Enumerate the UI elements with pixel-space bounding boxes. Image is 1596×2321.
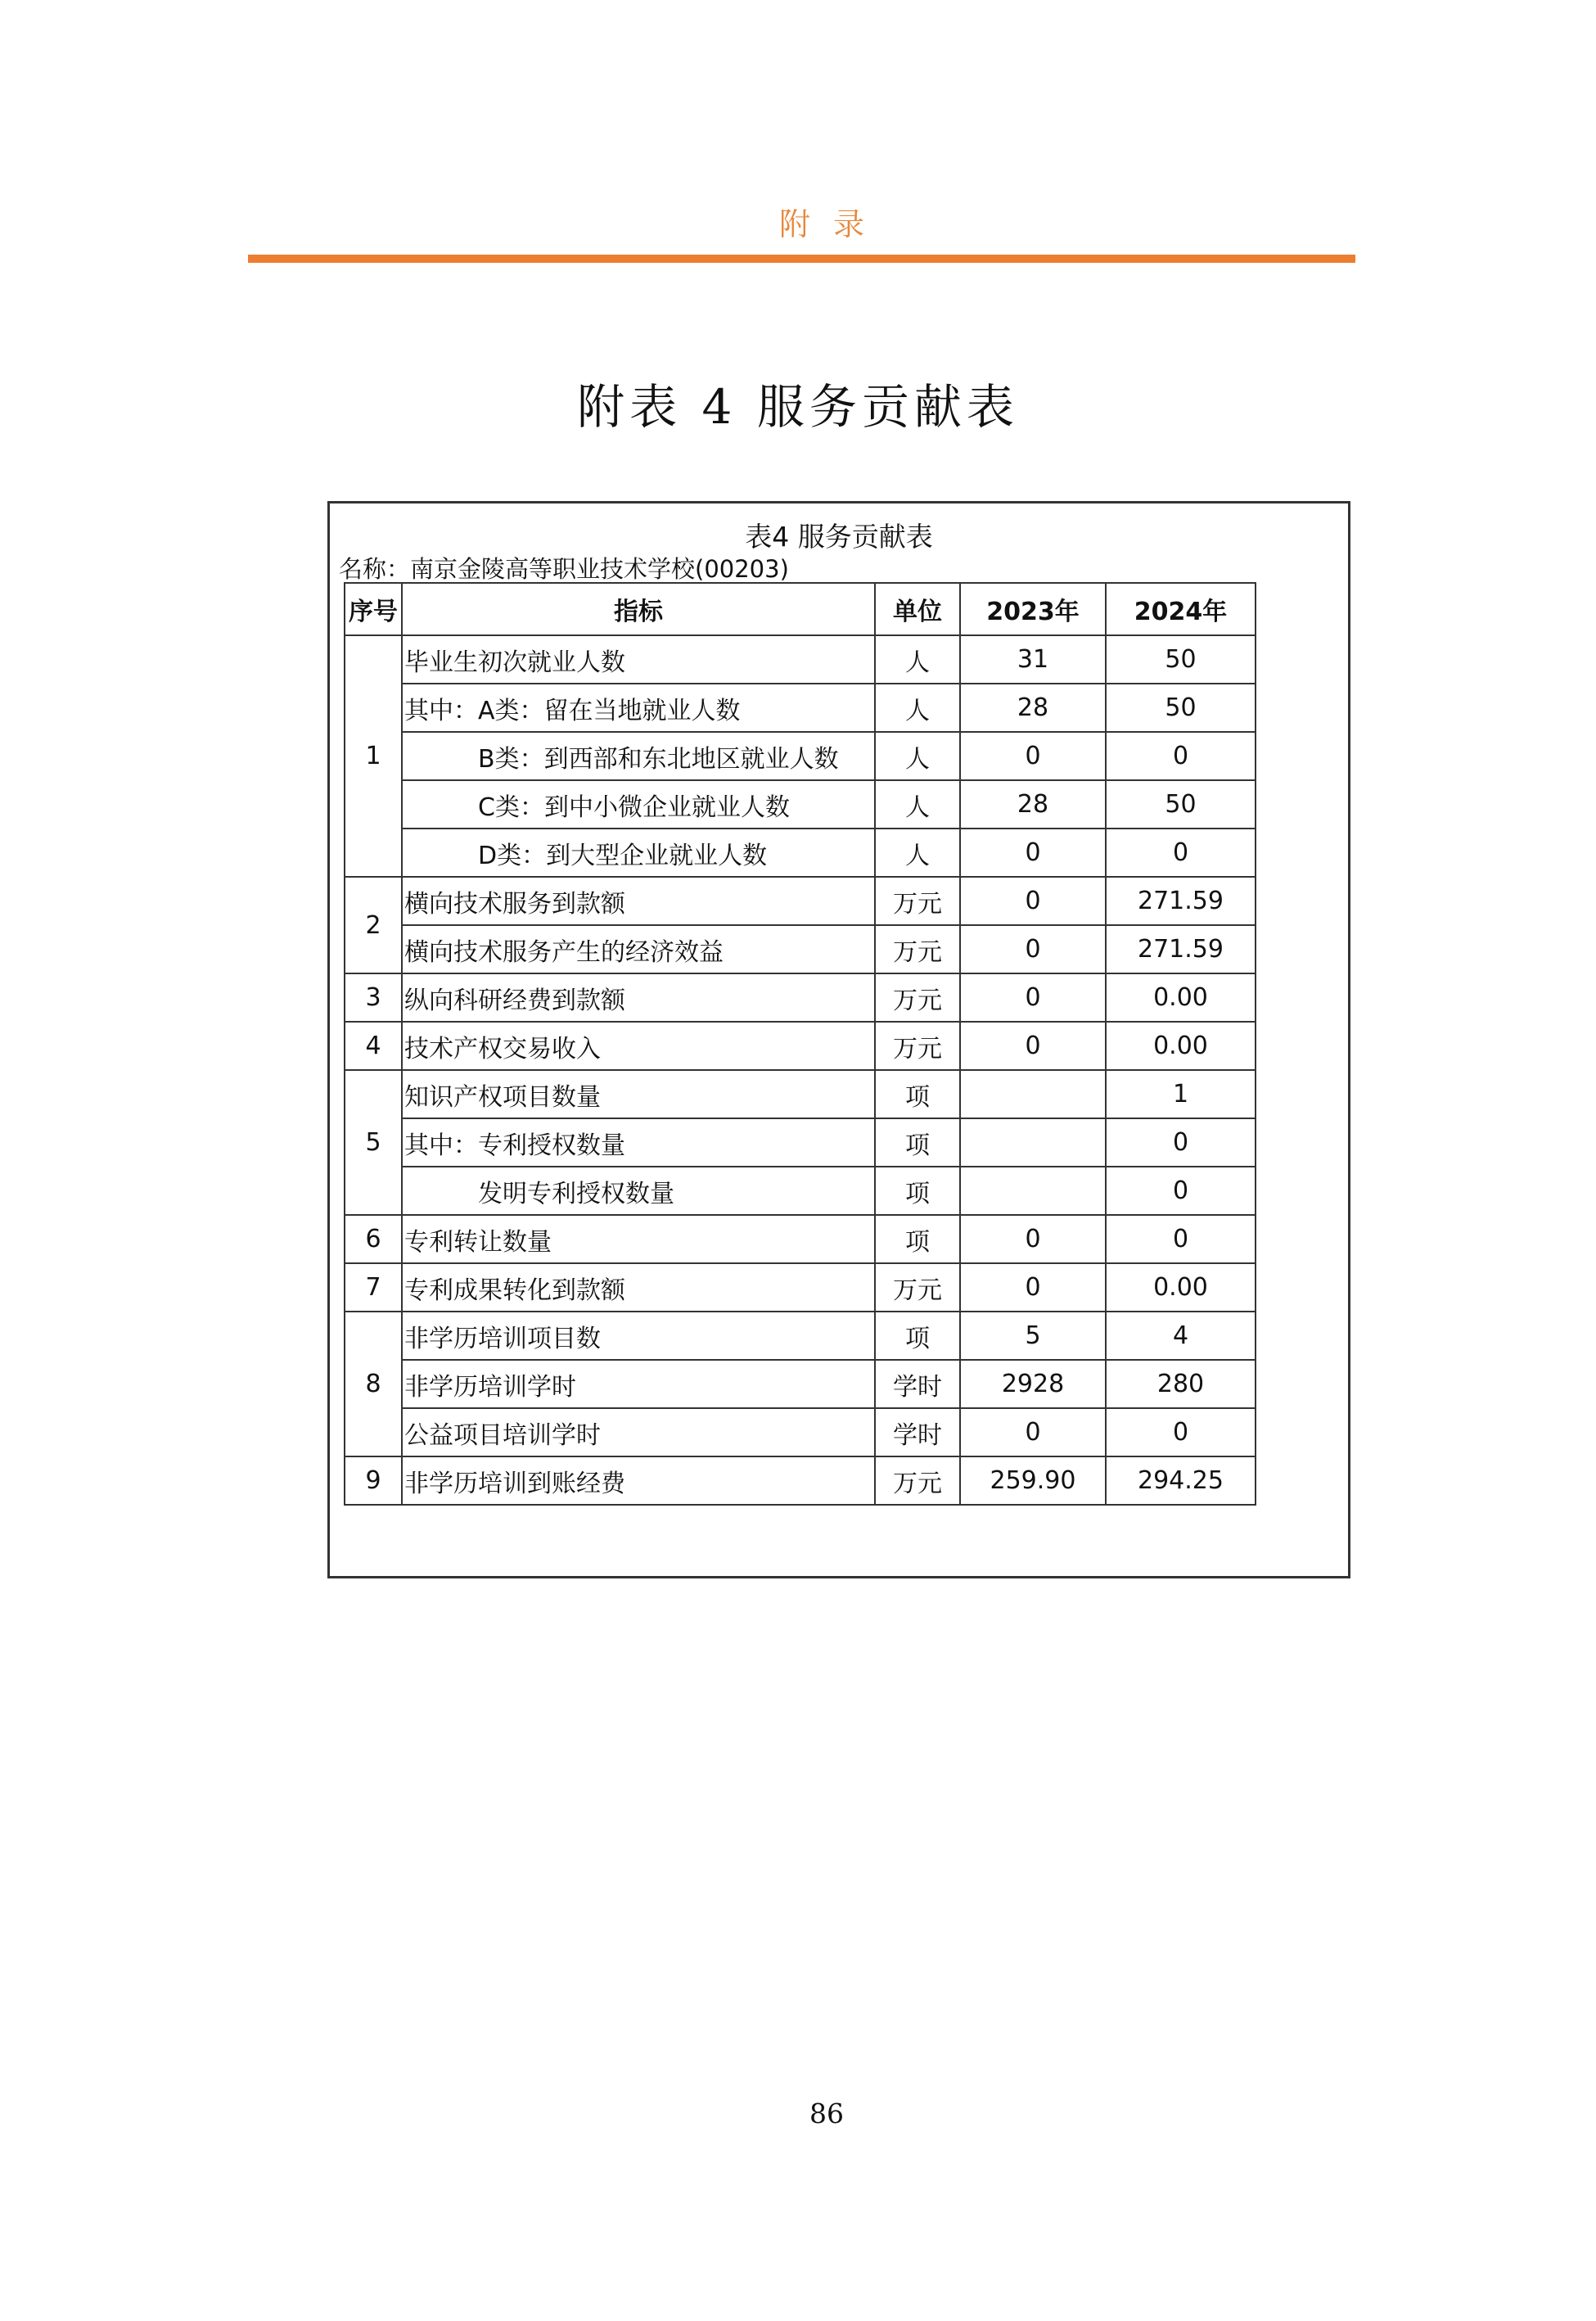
row-indicator: 横向技术服务产生的经济效益: [402, 925, 875, 973]
row-indicator: 其中：专利授权数量: [402, 1118, 875, 1167]
table-row: [345, 973, 1256, 1022]
row-value-2024: 0.00: [1106, 973, 1256, 1022]
row-value-2023: 259.90: [960, 1456, 1106, 1505]
row-unit: 学时: [875, 1408, 960, 1456]
row-seq: 3: [345, 973, 402, 1022]
table-row: [345, 877, 1256, 925]
row-indicator: 技术产权交易收入: [402, 1022, 875, 1070]
row-unit: 人: [875, 732, 960, 780]
row-value-2024: 0: [1106, 1408, 1256, 1456]
row-value-2023: 0: [960, 1022, 1106, 1070]
table-row: [345, 1312, 1256, 1360]
table-caption: 表4 服务贡献表: [745, 521, 933, 553]
section-label: 附 录: [778, 206, 872, 242]
row-unit: 人: [875, 829, 960, 877]
row-value-2024: 1: [1106, 1070, 1256, 1118]
row-unit: 项: [875, 1312, 960, 1360]
table-row: [345, 1167, 1256, 1215]
row-unit: 项: [875, 1215, 960, 1263]
row-unit: 万元: [875, 973, 960, 1022]
table-row: [345, 1022, 1256, 1070]
table-row: [345, 1263, 1256, 1312]
row-value-2024: 271.59: [1106, 925, 1256, 973]
row-unit: 学时: [875, 1360, 960, 1408]
table-row: [345, 635, 1256, 684]
row-value-2023: [960, 1167, 1106, 1215]
table-row: [345, 925, 1256, 973]
row-value-2023: 0: [960, 1263, 1106, 1312]
row-unit: 项: [875, 1070, 960, 1118]
row-value-2023: 2928: [960, 1360, 1106, 1408]
table-row: [345, 829, 1256, 877]
table-row: [345, 732, 1256, 780]
table-body: [345, 635, 1256, 1505]
row-seq: 4: [345, 1022, 402, 1070]
row-value-2023: 5: [960, 1312, 1106, 1360]
row-value-2024: 4: [1106, 1312, 1256, 1360]
row-indicator: 非学历培训到账经费: [402, 1456, 875, 1505]
row-seq: 7: [345, 1263, 402, 1312]
row-value-2024: 50: [1106, 684, 1256, 732]
row-indicator: D类：到大型企业就业人数: [402, 829, 875, 877]
row-indicator: 毕业生初次就业人数: [402, 635, 875, 684]
table-row: [345, 1360, 1256, 1408]
row-indicator: 公益项目培训学时: [402, 1408, 875, 1456]
row-value-2024: 0: [1106, 1118, 1256, 1167]
row-value-2023: 28: [960, 780, 1106, 829]
header-seq: 序号: [345, 583, 402, 635]
row-value-2023: [960, 1070, 1106, 1118]
row-indicator: 非学历培训学时: [402, 1360, 875, 1408]
row-value-2023: 0: [960, 1215, 1106, 1263]
row-value-2023: 0: [960, 829, 1106, 877]
row-indicator: 专利成果转化到款额: [402, 1263, 875, 1312]
row-unit: 人: [875, 684, 960, 732]
row-seq: 6: [345, 1215, 402, 1263]
header-divider: [248, 255, 1355, 263]
row-seq: 8: [345, 1312, 402, 1456]
row-unit: 人: [875, 635, 960, 684]
header-unit: 单位: [875, 583, 960, 635]
row-indicator: C类：到中小微企业就业人数: [402, 780, 875, 829]
row-value-2023: 28: [960, 684, 1106, 732]
row-unit: 万元: [875, 1022, 960, 1070]
row-value-2023: 0: [960, 1408, 1106, 1456]
row-value-2024: 0.00: [1106, 1022, 1256, 1070]
table-row: [345, 684, 1256, 732]
row-value-2024: 50: [1106, 635, 1256, 684]
service-contribution-table: [344, 582, 1256, 1506]
row-indicator: 其中：A类：留在当地就业人数: [402, 684, 875, 732]
row-seq: 9: [345, 1456, 402, 1505]
row-value-2024: 0: [1106, 732, 1256, 780]
row-value-2024: 280: [1106, 1360, 1256, 1408]
row-value-2024: 50: [1106, 780, 1256, 829]
table-row: [345, 1456, 1256, 1505]
row-value-2024: 0: [1106, 829, 1256, 877]
row-value-2024: 0: [1106, 1215, 1256, 1263]
row-unit: 项: [875, 1118, 960, 1167]
header-2024: 2024年: [1106, 583, 1256, 635]
row-indicator: B类：到西部和东北地区就业人数: [402, 732, 875, 780]
row-indicator: 知识产权项目数量: [402, 1070, 875, 1118]
page-title: 附表 4 服务贡献表: [577, 379, 1019, 435]
table-row: [345, 1215, 1256, 1263]
organization-line: 名称：南京金陵高等职业技术学校(00203): [339, 555, 789, 583]
row-value-2024: 0: [1106, 1167, 1256, 1215]
row-unit: 万元: [875, 1456, 960, 1505]
row-value-2024: 294.25: [1106, 1456, 1256, 1505]
row-value-2024: 271.59: [1106, 877, 1256, 925]
header-2023: 2023年: [960, 583, 1106, 635]
row-seq: 1: [345, 635, 402, 877]
row-unit: 万元: [875, 1263, 960, 1312]
row-value-2023: 0: [960, 732, 1106, 780]
row-indicator: 非学历培训项目数: [402, 1312, 875, 1360]
table-row: [345, 1118, 1256, 1167]
row-indicator: 专利转让数量: [402, 1215, 875, 1263]
table-header-row: [345, 583, 1256, 635]
row-unit: 项: [875, 1167, 960, 1215]
row-unit: 万元: [875, 925, 960, 973]
row-value-2023: [960, 1118, 1106, 1167]
row-value-2023: 0: [960, 877, 1106, 925]
row-indicator: 纵向科研经费到款额: [402, 973, 875, 1022]
table-row: [345, 780, 1256, 829]
row-seq: 2: [345, 877, 402, 973]
row-value-2023: 0: [960, 973, 1106, 1022]
row-value-2023: 31: [960, 635, 1106, 684]
row-indicator: 发明专利授权数量: [402, 1167, 875, 1215]
table-row: [345, 1408, 1256, 1456]
row-indicator: 横向技术服务到款额: [402, 877, 875, 925]
row-unit: 人: [875, 780, 960, 829]
header-indicator: 指标: [402, 583, 875, 635]
table-row: [345, 1070, 1256, 1118]
row-value-2024: 0.00: [1106, 1263, 1256, 1312]
page-number: 86: [809, 2097, 844, 2129]
row-seq: 5: [345, 1070, 402, 1215]
row-unit: 万元: [875, 877, 960, 925]
row-value-2023: 0: [960, 925, 1106, 973]
